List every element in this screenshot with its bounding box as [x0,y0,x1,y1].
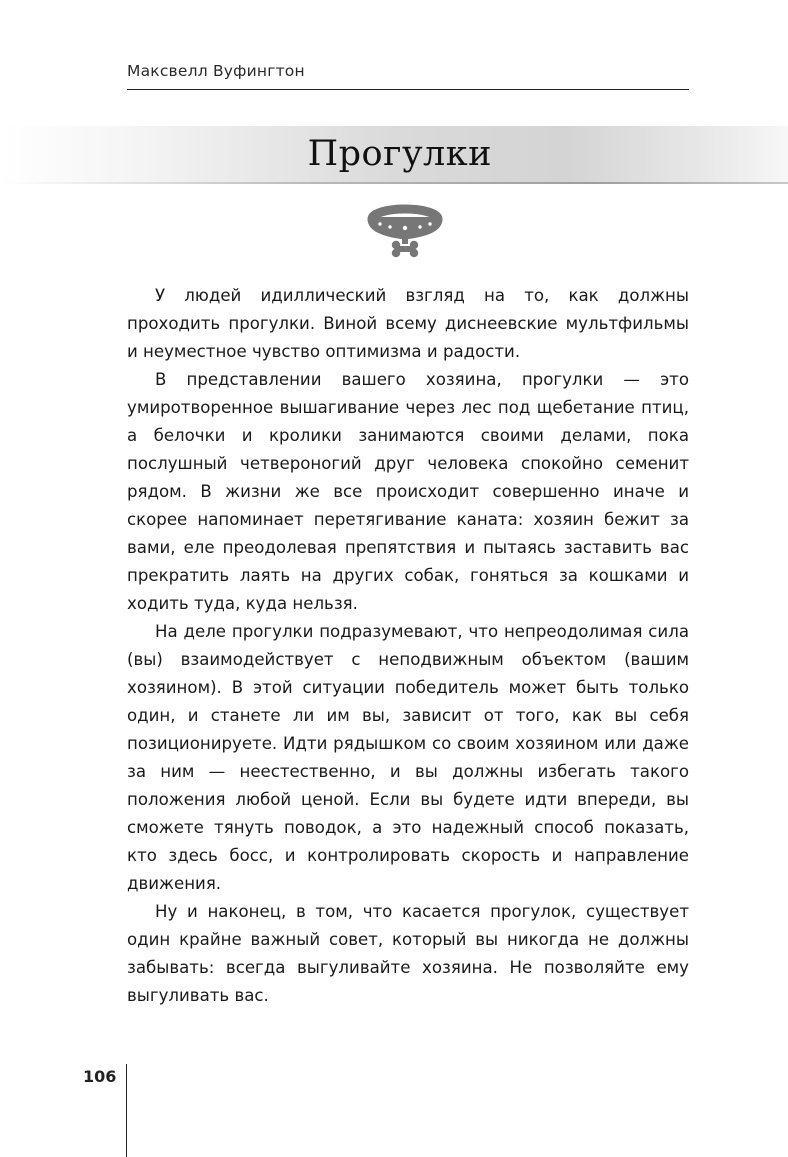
paragraph: В представлении вашего хозяина, прогулки — это умиротворенное вышагивание через лес под щебетание птиц, а белочки и кролики занимаются своими делами, пока послушный четвероногий друг человека спокойно семенит рядом. В жизни же все происходит совершенно иначе и скорее напоминает перетягивание каната: хозяин бежит за вами, еле преодолевая препятствия и пытаясь заставить вас прекратить лаять на других собак, гоняться за кошками и ходить туда, куда нельзя. [127,370,689,613]
page-number: 106 [83,1067,117,1086]
chapter-title: Прогулки [307,134,492,174]
footer-rule [126,1064,127,1157]
running-head-author: Максвелл Вуфингтон [127,62,305,80]
dog-collar-with-bone-icon [366,204,444,268]
paragraph: У людей идиллический взгляд на то, как должны проходить прогулки. Виной всему диснеевские мультфильмы и неуместное чувство оптимизма и радости. [127,286,689,361]
paragraph: На деле прогулки подразумевают, что непреодолимая сила (вы) взаимодействует с неподвижным объектом (вашим хозяином). В этой ситуации победитель может быть только один, и станете ли им вы, зависит от того, как вы себя позиционируете. Идти рядышком со своим хозяином или даже за ним — неестественно, и вы должны избегать такого положения любой ценой. Если вы будете идти впереди, вы сможете тянуть поводок, а это надежный способ показать, кто здесь босс, и контролировать скорость и направление движения. [127,622,689,893]
body-text [127,282,689,1010]
header-rule [127,89,689,90]
paragraph: Ну и наконец, в том, что касается прогулок, существует один крайне важный совет, который вы никогда не должны забывать: всегда выгуливайте хозяина. Не позволяйте ему выгуливать вас. [127,902,689,1005]
